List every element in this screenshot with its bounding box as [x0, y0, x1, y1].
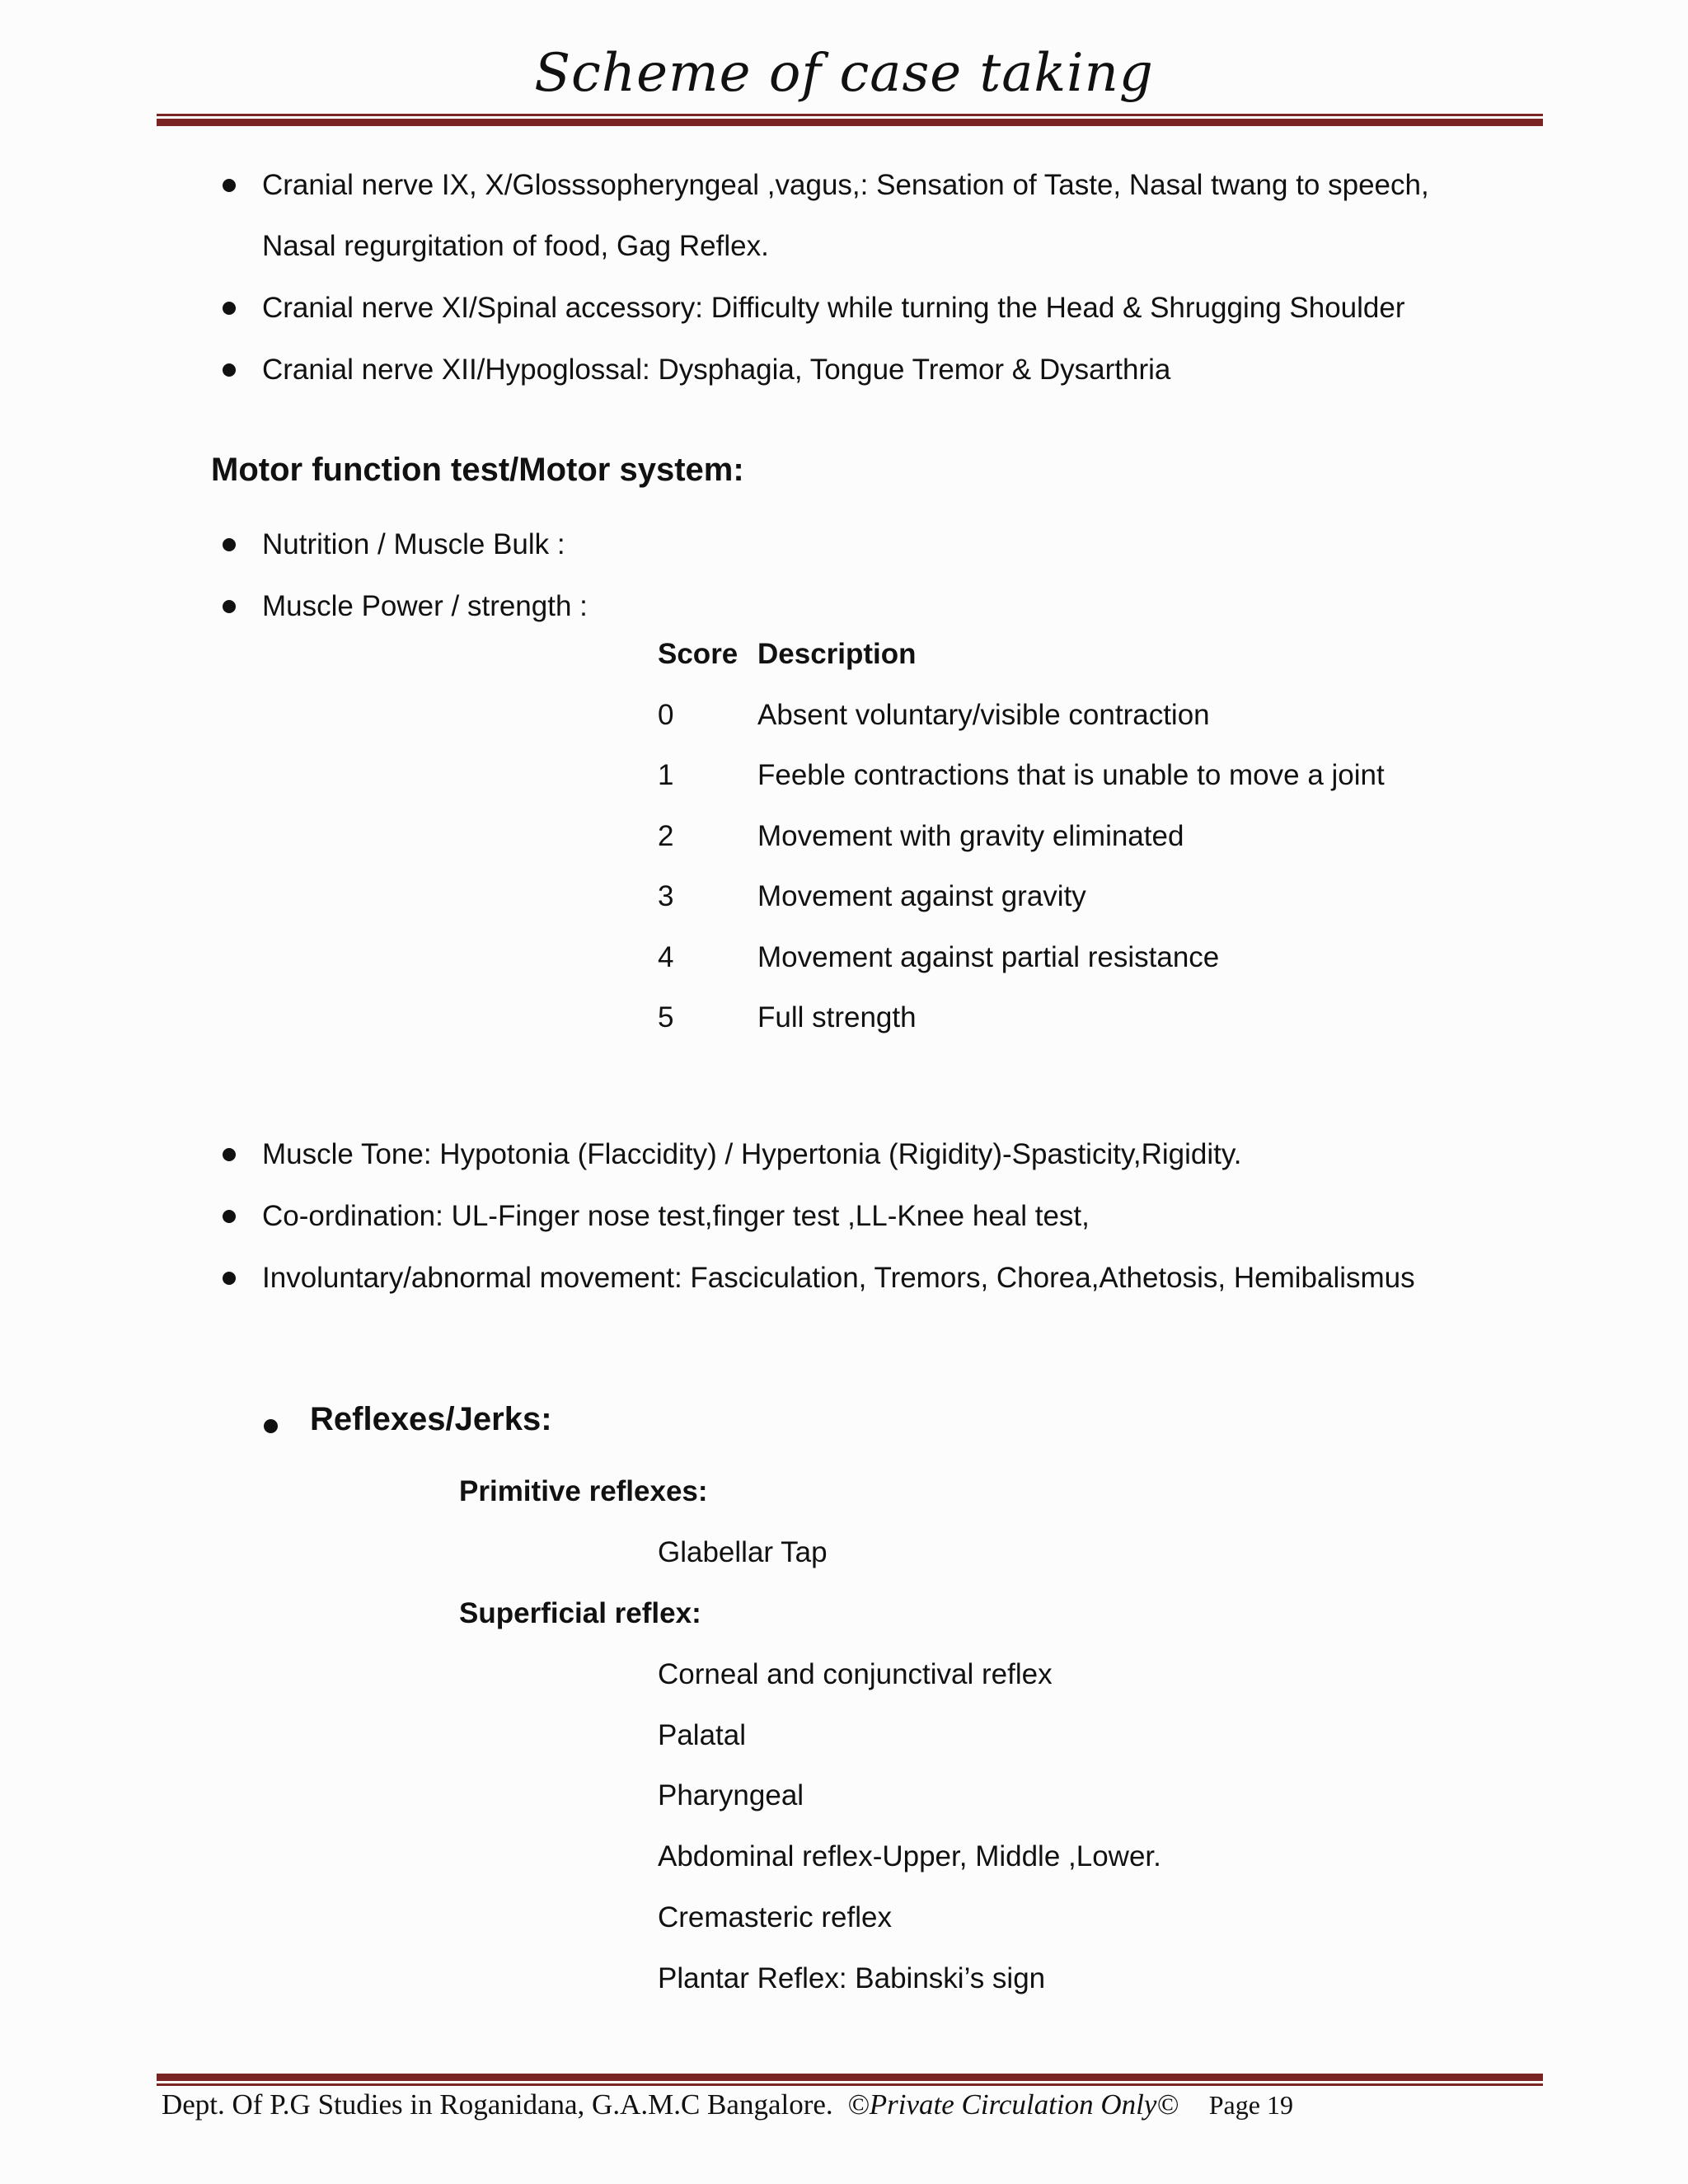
page-footer	[162, 2088, 1293, 2121]
footer-dept: Dept. Of P.G Studies in Roganidana, G.A.M.C Bangalore.	[162, 2088, 833, 2121]
bullet-icon	[223, 538, 236, 551]
list-item-text: Co-ordination: UL-Finger nose test,finger test ,LL-Knee heal test,	[262, 1200, 1090, 1232]
footer-rule-thick	[157, 2074, 1543, 2081]
list-item: Pharyngeal	[658, 1779, 804, 1811]
page-title: Scheme of case taking	[534, 43, 1154, 104]
list-item-text-continued: Nasal regurgitation of food, Gag Reflex.	[262, 230, 769, 262]
list-item-text: Cranial nerve XI/Spinal accessory: Difficulty while turning the Head & Shrugging Shoulder	[262, 292, 1405, 324]
list-item-involuntary-movement	[262, 1248, 1548, 1309]
list-item-nutrition	[262, 514, 1548, 575]
table-cell-score: 0	[658, 698, 674, 731]
table-cell-description: Feeble contractions that is unable to move a joint	[757, 759, 1385, 791]
table-row	[658, 1001, 1385, 1062]
list-item: Corneal and conjunctival reflex	[658, 1658, 1053, 1690]
subheading-primitive-reflexes: Primitive reflexes:	[459, 1475, 708, 1507]
table-cell-description: Movement against partial resistance	[757, 940, 1220, 973]
list-item-muscle-tone	[262, 1124, 1548, 1185]
table-cell-description: Full strength	[757, 1001, 917, 1033]
list-item-muscle-power	[262, 576, 1548, 637]
list-item-coordination	[262, 1186, 1548, 1247]
list-item: Abdominal reflex-Upper, Middle ,Lower.	[658, 1840, 1161, 1872]
list-item-text: Involuntary/abnormal movement: Fasciculation, Tremors, Chorea,Athetosis, Hemibalismus	[262, 1262, 1415, 1294]
table-cell-score: 5	[658, 1001, 674, 1033]
table-cell-score: 3	[658, 880, 674, 912]
table-cell-description: Movement against gravity	[757, 880, 1086, 912]
footer-rule-thin	[157, 2083, 1543, 2086]
header-rule-thin	[157, 114, 1543, 116]
table-header-row	[658, 638, 1385, 699]
table-cell-score: 4	[658, 940, 674, 973]
bullet-icon	[223, 1272, 236, 1285]
list-item-text: Cranial nerve XII/Hypoglossal: Dysphagia, Tongue Tremor & Dysarthria	[262, 354, 1171, 386]
table-header-score: Score	[658, 638, 738, 670]
bullet-icon	[223, 1210, 236, 1223]
table-cell-score: 1	[658, 759, 674, 791]
subheading-superficial-reflex: Superficial reflex:	[459, 1597, 701, 1629]
table-cell-description: Absent voluntary/visible contraction	[757, 698, 1210, 731]
table-cell-description: Movement with gravity eliminated	[757, 819, 1184, 852]
list-item-text: Nutrition / Muscle Bulk :	[262, 528, 565, 560]
bullet-icon	[264, 1419, 278, 1433]
bullet-icon	[223, 363, 236, 377]
table-row	[658, 820, 1385, 881]
table-row	[658, 759, 1385, 820]
bullet-icon	[223, 179, 236, 192]
page-number: Page 19	[1208, 2090, 1293, 2120]
table-row	[658, 880, 1385, 941]
list-item: Glabellar Tap	[658, 1536, 828, 1568]
list-item-cranial-xi	[262, 278, 1548, 339]
list-item-cranial-xii	[262, 340, 1548, 401]
table-header-description: Description	[757, 638, 917, 670]
list-item-text: Muscle Tone: Hypotonia (Flaccidity) / Hypertonia (Rigidity)-Spasticity,Rigidity.	[262, 1138, 1242, 1170]
section-heading-text: Reflexes/Jerks:	[310, 1401, 552, 1437]
list-item: Palatal	[658, 1719, 747, 1751]
section-heading-reflexes	[310, 1401, 552, 1438]
section-heading-motor: Motor function test/Motor system:	[211, 452, 744, 488]
bullet-icon	[223, 1148, 236, 1161]
bullet-icon	[223, 600, 236, 613]
muscle-power-score-table	[658, 638, 1385, 1062]
list-item-cranial-ix-x	[262, 155, 1548, 277]
list-item: Plantar Reflex: Babinski’s sign	[658, 1962, 1046, 1994]
footer-circulation: ©Private Circulation Only©	[847, 2088, 1179, 2121]
table-row	[658, 941, 1385, 1002]
list-item-text: Cranial nerve IX, X/Glosssopheryngeal ,vagus,: Sensation of Taste, Nasal twang to speech,	[262, 169, 1429, 201]
list-item-text: Muscle Power / strength :	[262, 590, 588, 622]
bullet-icon	[223, 302, 236, 315]
table-cell-score: 2	[658, 819, 674, 852]
table-row	[658, 699, 1385, 760]
list-item: Cremasteric reflex	[658, 1901, 892, 1933]
header-rule-thick	[157, 119, 1543, 126]
